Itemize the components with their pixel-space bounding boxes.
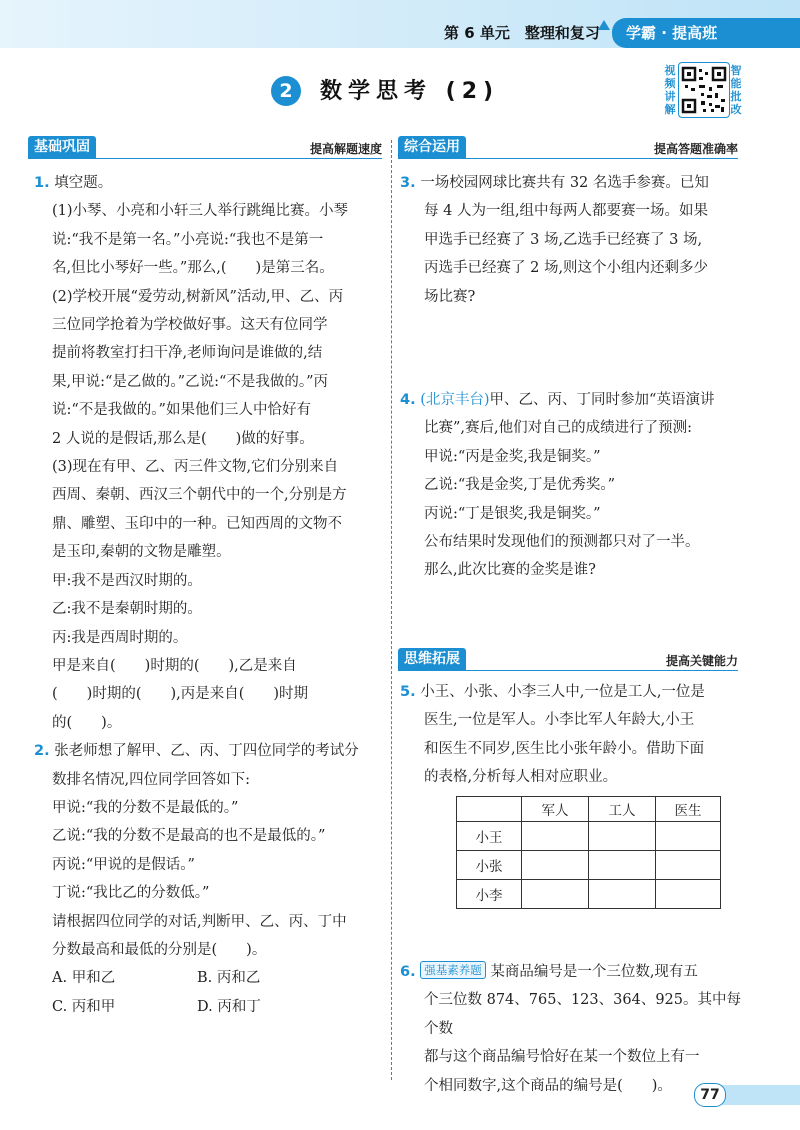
q2-line: 乙说:“我的分数不是最高的也不是最低的。” xyxy=(52,828,326,845)
q2-options-row-2 xyxy=(52,993,342,1021)
job-table-cell[interactable] xyxy=(656,880,721,909)
job-table-header: 工人 xyxy=(589,797,656,822)
question-4-number: 4. xyxy=(400,392,416,408)
section-extension-subtitle: 提高关键能力 xyxy=(665,654,738,668)
section-extension-tab: 思维拓展 xyxy=(398,648,466,670)
question-6-number: 6. xyxy=(400,964,416,980)
q4-line: 甲说:“丙是金奖,我是铜奖。” xyxy=(424,448,601,465)
lesson-number-badge: 2 xyxy=(271,76,301,106)
q4-line: 丙说:“丁是银奖,我是铜奖。” xyxy=(424,505,601,522)
q2-option-d[interactable]: D. 丙和丁 xyxy=(197,998,261,1015)
question-3-number: 3. xyxy=(400,175,416,191)
table-row xyxy=(457,851,721,880)
q1-line: 果,甲说:“是乙做的。”乙说:“不是我做的。”丙 xyxy=(52,373,329,390)
q1-line: 提前将教室打扫干净,老师询问是谁做的,结 xyxy=(52,345,323,362)
job-table-cell[interactable] xyxy=(656,851,721,880)
job-table-cell[interactable] xyxy=(589,822,656,851)
job-table-cell[interactable] xyxy=(522,851,589,880)
page-header-bar xyxy=(0,0,800,48)
q4-line: 公布结果时发现他们的预测都只对了一半。 xyxy=(424,534,700,551)
q5-line: 医生,一位是军人。小李比军人年龄大,小王 xyxy=(424,712,695,729)
q1-line: 三位同学抢着为学校做好事。这天有位同学 xyxy=(52,317,328,334)
table-row xyxy=(457,822,721,851)
q1-line: (2)学校开展“爱劳动,树新风”活动,甲、乙、丙 xyxy=(52,288,344,305)
job-table-cell[interactable] xyxy=(522,880,589,909)
question-1-stem: 1. 填空题。 xyxy=(34,175,113,191)
page-number-bar xyxy=(694,1085,800,1105)
q1-line: 乙:我不是秦朝时期的。 xyxy=(52,601,202,618)
job-table-cell[interactable] xyxy=(656,822,721,851)
table-row xyxy=(457,880,721,909)
q4-line: 乙说:“我是金奖,丁是优秀奖。” xyxy=(424,477,616,494)
q2-line: 丙说:“甲说的是假话。” xyxy=(52,856,195,873)
q1-line: 名,但比小琴好一些。”那么,( )是第三名。 xyxy=(52,260,334,277)
job-table-header xyxy=(457,797,522,822)
q2-option-c[interactable]: C. 丙和甲 xyxy=(52,998,116,1015)
question-4: 4. (北京丰台)甲、乙、丙、丁同时参加“英语演讲 比赛”,赛后,他们对自己的成绩进行了预测: 甲说:“丙是金奖,我是铜奖。” 乙说:“我是金奖,丁是优秀奖。” 丙说:“丁是银奖,我是铜奖。” 公布结果时发现他们的预测都只对了一半。 那么,此次比赛的金奖是谁? xyxy=(400,386,745,585)
q2-option-a[interactable]: A. 甲和乙 xyxy=(52,970,116,987)
arrow-up-icon xyxy=(598,20,610,30)
question-4-source: (北京丰台) xyxy=(420,392,490,408)
section-comprehensive-subtitle: 提高答题准确率 xyxy=(653,142,738,156)
question-1-number: 1. xyxy=(34,175,50,191)
q1-line: 甲:我不是西汉时期的。 xyxy=(52,572,202,589)
q2-line: 丁说:“我比乙的分数低。” xyxy=(52,885,210,902)
q2-option-b[interactable]: B. 丙和乙 xyxy=(197,970,261,987)
job-table-header: 军人 xyxy=(522,797,589,822)
unit-label: 第 6 单元 整理和复习 xyxy=(444,24,600,42)
question-5-number: 5. xyxy=(400,684,416,700)
question-5: 5. 小王、小张、小李三人中,一位是工人,一位是 医生,一位是军人。小李比军人年龄大,小王 和医生不同岁,医生比小张年龄小。借助下面 的表格,分析每人相对应职业。 xyxy=(400,678,745,792)
q1-line: 丙:我是西周时期的。 xyxy=(52,629,188,646)
section-basic-header xyxy=(28,136,382,158)
column-divider xyxy=(391,140,392,1080)
q1-line: 说:“不是我做的。”如果他们三人中恰好有 xyxy=(52,402,311,419)
job-table-cell[interactable] xyxy=(589,851,656,880)
job-table-header: 医生 xyxy=(656,797,721,822)
job-table xyxy=(456,796,721,909)
section-comprehensive-tab: 综合运用 xyxy=(398,136,466,158)
q3-line: 丙选手已经赛了 2 场,则这个小组内还剩多少 xyxy=(424,260,709,277)
qr-right-label: 智能批改 xyxy=(730,64,742,116)
job-table-cell[interactable] xyxy=(589,880,656,909)
section-extension-header xyxy=(398,648,738,670)
job-table-cell[interactable] xyxy=(522,822,589,851)
q4-line: 比赛”,赛后,他们对自己的成绩进行了预测: xyxy=(424,420,693,437)
question-3: 3. 一场校园网球比赛共有 32 名选手参赛。已知 每 4 人为一组,组中每两人都要赛一场。如果 甲选手已经赛了 3 场,乙选手已经赛了 3 场, 丙选手已经赛了 2 场,则这个小组内还剩多少 场比赛? xyxy=(400,169,745,311)
q2-line: 甲说:“我的分数不是最低的。” xyxy=(52,799,239,816)
left-column xyxy=(34,169,384,1021)
q1-line: (3)现在有甲、乙、丙三件文物,它们分别来自 xyxy=(52,459,339,476)
question-2-number: 2. xyxy=(34,743,50,760)
qr-code-icon[interactable] xyxy=(678,62,730,118)
job-table-row-label: 小张 xyxy=(457,851,522,880)
question-6-tag: 强基素养题 xyxy=(420,961,486,979)
q1-line: (1)小琴、小亮和小轩三人举行跳绳比赛。小琴 xyxy=(52,203,349,220)
q1-line: 西周、秦朝、西汉三个朝代中的一个,分别是方 xyxy=(52,487,347,504)
q6-line: 个相同数字,这个商品的编号是( )。 xyxy=(424,1077,672,1094)
question-6: 6. 强基素养题 某商品编号是一个三位数,现有五 个三位数 874、765、123、364、925。其中每个数 都与这个商品编号恰好在某一个数位上有一 个相同数字,这个商品的编号是( )。 xyxy=(400,958,745,1100)
question-2-stem: 2. 张老师想了解甲、乙、丙、丁四位同学的考试分 xyxy=(34,743,359,760)
q1-line: 的( )。 xyxy=(52,714,122,731)
q3-line: 场比赛? xyxy=(424,288,476,305)
q1-line: 说:“我不是第一名。”小亮说:“我也不是第一 xyxy=(52,231,324,248)
section-comprehensive-header xyxy=(398,136,738,158)
q5-line: 的表格,分析每人相对应职业。 xyxy=(424,769,618,786)
q1-line: 2 人说的是假话,那么是( )做的好事。 xyxy=(52,430,314,447)
q4-line: 那么,此次比赛的金奖是谁? xyxy=(424,562,596,579)
section-basic-tab: 基础巩固 xyxy=(28,136,96,158)
q6-line: 个三位数 874、765、123、364、925。其中每个数 xyxy=(424,992,741,1037)
q5-line: 和医生不同岁,医生比小张年龄小。借助下面 xyxy=(424,740,705,757)
q2-line: 数排名情况,四位同学回答如下: xyxy=(52,771,250,788)
q1-line: 是玉印,秦朝的文物是雕塑。 xyxy=(52,544,231,561)
page-title: 数学思考 (2) xyxy=(320,79,500,104)
job-table-row-label: 小李 xyxy=(457,880,522,909)
q2-options-row-1 xyxy=(52,964,342,992)
q1-line: 甲是来自( )时期的( ),乙是来自 xyxy=(52,657,297,674)
section-basic-subtitle: 提高解题速度 xyxy=(309,142,382,156)
q1-line: ( )时期的( ),丙是来自( )时期 xyxy=(52,686,309,703)
q1-line: 鼎、雕塑、玉印中的一种。已知西周的文物不 xyxy=(52,515,342,532)
job-table-row-label: 小王 xyxy=(457,822,522,851)
q2-line: 请根据四位同学的对话,判断甲、乙、丙、丁中 xyxy=(52,913,347,930)
q3-line: 甲选手已经赛了 3 场,乙选手已经赛了 3 场, xyxy=(424,231,703,248)
q3-line: 每 4 人为一组,组中每两人都要赛一场。如果 xyxy=(424,203,709,220)
q2-line: 分数最高和最低的分别是( )。 xyxy=(52,941,267,958)
brand-label: 学霸 · 提高班 xyxy=(612,18,800,48)
qr-left-label: 视频讲解 xyxy=(664,64,676,116)
q6-line: 都与这个商品编号恰好在某一个数位上有一 xyxy=(424,1049,700,1066)
page-number: 77 xyxy=(694,1083,726,1107)
